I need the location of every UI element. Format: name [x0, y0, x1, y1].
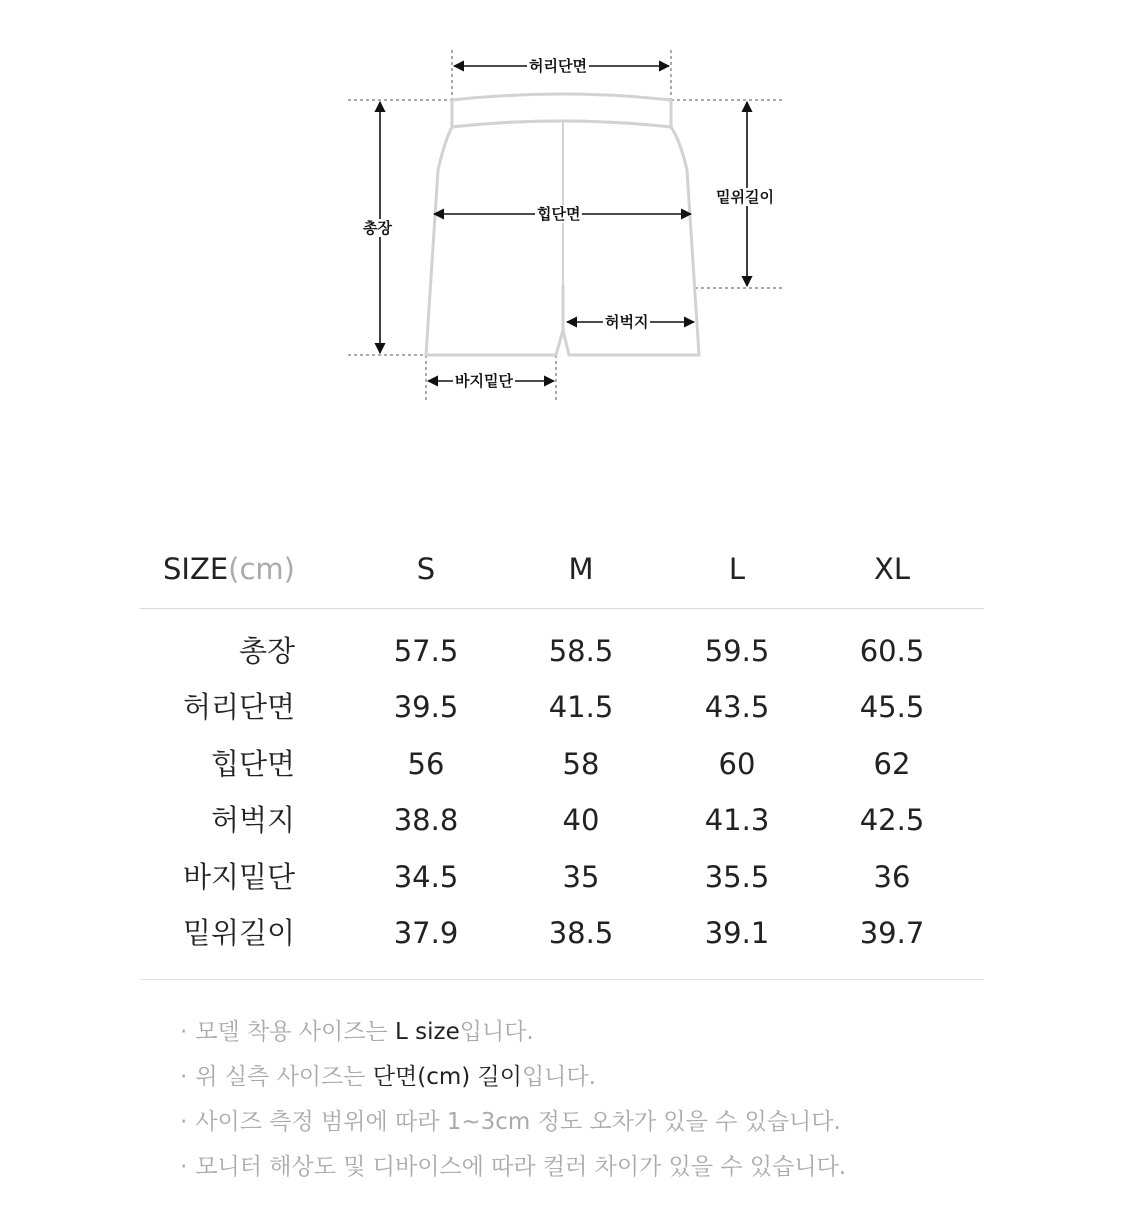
label-rise: 밑위길이: [716, 188, 774, 206]
bullet-icon: ·: [180, 1109, 188, 1135]
cell-value: 42.5: [859, 803, 925, 838]
highlight-text: L size: [395, 1019, 460, 1045]
note-color: · 모니터 해상도 및 디바이스에 따라 컬러 차이가 있을 수 있습니다.: [180, 1154, 847, 1180]
cell-value: 39.7: [859, 915, 925, 950]
size-notes: [180, 1010, 846, 1190]
cell-value: 57.5: [393, 634, 459, 668]
cell-value: 35.5: [704, 859, 770, 894]
label-hip: 힙단면: [537, 205, 581, 223]
header-size-label: [140, 530, 295, 608]
cell-value: 43.5: [704, 690, 770, 725]
cell-value: 39.5: [393, 690, 459, 725]
cell-value: 36: [873, 859, 911, 894]
cell-value: 62: [873, 746, 911, 781]
shorts-outline: [426, 94, 699, 355]
cell-value: 38.5: [548, 915, 614, 950]
size-text: SIZE: [163, 552, 229, 586]
row-label: 바지밑단: [182, 859, 295, 894]
header-size-l: L: [728, 552, 746, 586]
table-row: [140, 849, 984, 905]
label-hem: 바지밑단: [455, 372, 513, 390]
header-size-m: M: [568, 552, 594, 586]
unit-text: (cm): [228, 552, 295, 586]
cell-value: 56: [407, 746, 445, 781]
cell-value: 58.5: [548, 634, 614, 668]
table-row: [140, 623, 984, 679]
cell-value: 41.3: [704, 803, 770, 838]
row-label: 허벅지: [210, 803, 295, 838]
cell-value: 60.5: [859, 634, 925, 668]
row-label: 총장: [238, 634, 295, 668]
bullet-icon: ·: [180, 1019, 188, 1045]
table-row: [140, 736, 984, 792]
cell-value: 34.5: [393, 859, 459, 894]
row-label: 허리단면: [182, 690, 295, 725]
header-size-xl: XL: [873, 552, 911, 586]
label-waist: 허리단면: [529, 57, 587, 75]
label-thigh: 허벅지: [605, 313, 649, 331]
note-tolerance: · 사이즈 측정 범위에 따라 1~3cm 정도 오차가 있을 수 있습니다.: [180, 1109, 841, 1135]
table-row: [140, 905, 984, 961]
cell-value: 35: [562, 859, 600, 894]
highlight-text: 단면(cm) 길이: [372, 1064, 522, 1090]
cell-value: 38.8: [393, 803, 459, 838]
cell-value: 60: [718, 746, 756, 781]
row-label: 밑위길이: [182, 915, 295, 950]
table-header: [140, 530, 984, 609]
bullet-icon: ·: [180, 1154, 188, 1180]
cell-value: 59.5: [704, 634, 770, 668]
note-model-size: · 모델 착용 사이즈는 L size입니다.: [180, 1019, 534, 1045]
cell-value: 41.5: [548, 690, 614, 725]
cell-value: 40: [562, 803, 600, 838]
header-size-s: S: [416, 552, 436, 586]
note-measure-type: · 위 실측 사이즈는 단면(cm) 길이입니다.: [180, 1064, 596, 1090]
cell-value: 58: [562, 746, 600, 781]
cell-value: 37.9: [393, 915, 459, 950]
bullet-icon: ·: [180, 1064, 188, 1090]
table-row: [140, 792, 984, 848]
row-label: 힙단면: [210, 746, 295, 781]
table-body: [140, 609, 984, 980]
size-table: [140, 530, 984, 980]
cell-value: 45.5: [859, 690, 925, 725]
label-total-length: 총장: [363, 219, 392, 237]
table-row: [140, 679, 984, 735]
cell-value: 39.1: [704, 915, 770, 950]
